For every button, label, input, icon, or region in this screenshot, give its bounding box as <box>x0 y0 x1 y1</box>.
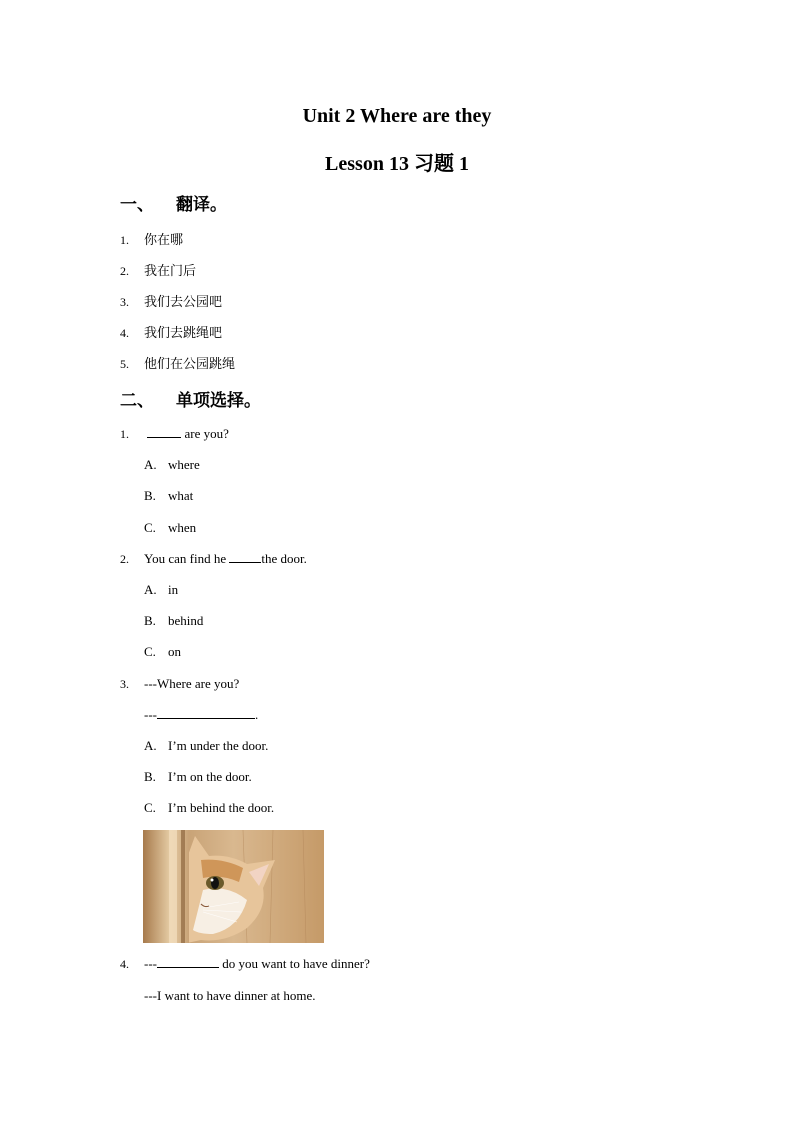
list-item: 3. 我们去公园吧 <box>120 295 223 310</box>
section-2-heading <box>120 386 261 411</box>
answer-blank <box>229 551 261 563</box>
option-b[interactable]: B. what <box>144 488 194 503</box>
question-4: 4. --- do you want to have dinner? <box>120 956 370 971</box>
list-item: 2. 我在门后 <box>120 264 197 279</box>
section-title: 单项选择。 <box>176 391 261 411</box>
question-4-answer: ---I want to have dinner at home. <box>144 988 316 1003</box>
cat-behind-door-image <box>143 830 324 943</box>
answer-blank <box>147 426 181 438</box>
option-a[interactable]: A. in <box>144 582 179 597</box>
question-3: 3. ---Where are you? <box>120 676 240 691</box>
option-c[interactable]: C. when <box>144 520 197 535</box>
option-a[interactable]: A. where <box>144 457 200 472</box>
section-1-heading <box>120 190 227 215</box>
option-a[interactable]: A. I’m under the door. <box>144 738 269 753</box>
answer-blank <box>157 707 255 719</box>
question-3-answer-line: --- . <box>144 707 259 722</box>
question-2: 2. You can find he the door. <box>120 551 307 566</box>
list-item: 4. 我们去跳绳吧 <box>120 326 223 341</box>
lesson-subtitle: Lesson 13 习题 1 <box>325 153 469 175</box>
list-item: 1. 你在哪 <box>120 233 184 248</box>
option-c[interactable]: C. I’m behind the door. <box>144 800 275 815</box>
answer-blank <box>157 956 219 968</box>
option-c[interactable]: C. on <box>144 644 181 659</box>
option-b[interactable]: B. behind <box>144 613 204 628</box>
option-b[interactable]: B. I’m on the door. <box>144 769 252 784</box>
list-item: 5. 他们在公园跳绳 <box>120 357 236 372</box>
question-1: 1. are you? <box>120 426 229 441</box>
section-number: 二、 <box>120 391 154 411</box>
section-number: 一、 <box>120 195 154 215</box>
section-title: 翻译。 <box>176 195 227 215</box>
page-title: Unit 2 Where are they <box>302 105 492 127</box>
